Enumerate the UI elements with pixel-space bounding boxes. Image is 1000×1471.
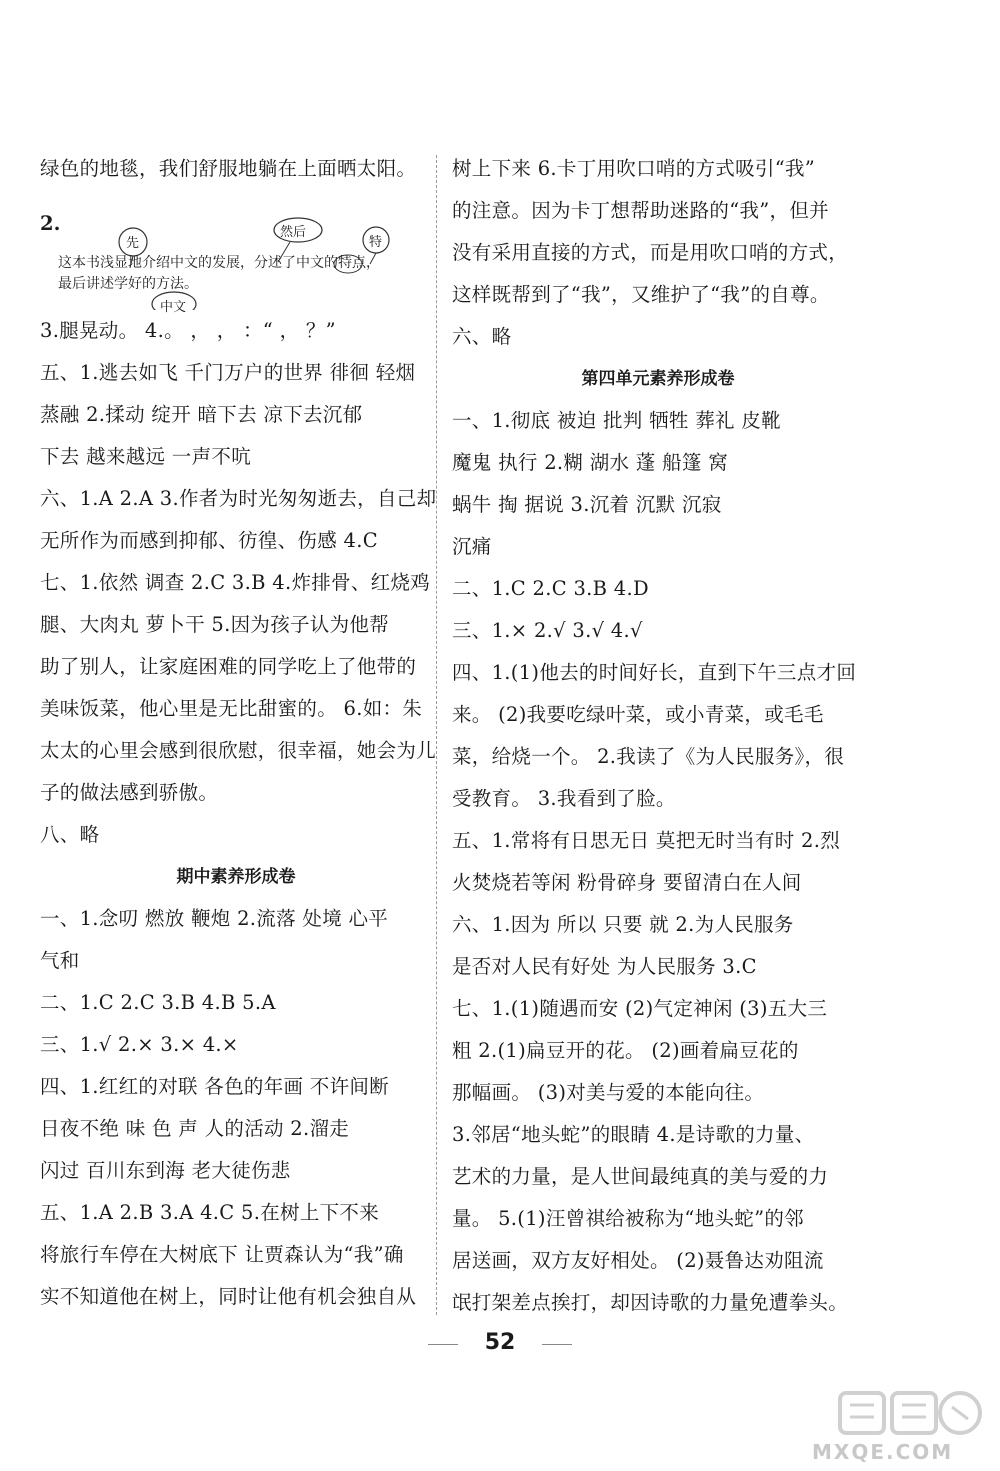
right-column — [452, 148, 864, 1324]
text-line: 没有采用直接的方式，而是用吹口哨的方式， — [452, 241, 849, 264]
text-line: 火焚烧若等闲 粉骨碎身 要留清白在人间 — [452, 871, 802, 894]
text-line: 五、1.常将有日思无日 莫把无时当有时 2.烈 — [452, 829, 841, 852]
footer-rule-right — [542, 1344, 572, 1345]
annotation-label: 然后 — [280, 225, 307, 240]
text-line: 3.腿晃动。 4.。 ， ， ：“ ， ？” — [40, 319, 336, 342]
text-line: 二、1.C 2.C 3.B 4.B 5.A — [40, 991, 276, 1014]
section-heading: 第四单元素养形成卷 — [581, 369, 735, 389]
annotation-label: 中文 — [160, 300, 187, 315]
text-line: 树上下来 6.卡丁用吹口哨的方式吸引“我” — [452, 157, 816, 180]
text-line: 沉痛 — [452, 535, 492, 558]
text-line: 实不知道他在树上，同时让他有机会独自从 — [40, 1285, 417, 1308]
item-number: 2. — [40, 212, 61, 235]
text-line: 五、1.A 2.B 3.A 4.C 5.在树上下不来 — [40, 1201, 380, 1224]
text-line: 是否对人民有好处 为人民服务 3.C — [452, 955, 757, 978]
text-line: 太太的心里会感到很欣慰，很幸福，她会为儿 — [40, 739, 437, 762]
text-line: 四、1.(1)他去的时间好长，直到下午三点才回 — [452, 661, 857, 684]
text-line: 三、1.× 2.√ 3.√ 4.√ — [452, 619, 643, 642]
text-line: 日夜不绝 味 色 声 人的活动 2.溜走 — [40, 1117, 350, 1140]
text-line: 四、1.红红的对联 各色的年画 不许间断 — [40, 1075, 390, 1098]
text-line: 艺术的力量，是人世间最纯真的美与爱的力 — [452, 1165, 829, 1188]
text-line: 的注意。因为卡丁想帮助迷路的“我”，但并 — [452, 199, 829, 222]
text-line: 子的做法感到骄傲。 — [40, 781, 219, 804]
text-line: 一、1.念叨 燃放 鞭炮 2.流落 处境 心平 — [40, 907, 389, 930]
annotation-label: 先 — [126, 236, 140, 251]
text-line: 蜗牛 掏 据说 3.沉着 沉默 沉寂 — [452, 493, 722, 516]
page-number: 52 — [484, 1330, 516, 1355]
text-line: 三、1.√ 2.× 3.× 4.× — [40, 1033, 239, 1056]
text-line: 美味饭菜，他心里是无比甜蜜的。 6.如：朱 — [40, 697, 423, 720]
text-line: 助了别人，让家庭困难的同学吃上了他带的 — [40, 655, 417, 678]
text-line: 受教育。 3.我看到了脸。 — [452, 787, 676, 810]
annotation-label: 特 — [369, 235, 383, 250]
text-line: 将旅行车停在大树底下 让贾森认为“我”确 — [40, 1243, 404, 1266]
section-heading: 期中素养形成卷 — [176, 867, 296, 887]
text-line: 七、1.依然 调查 2.C 3.B 4.炸排骨、红烧鸡 — [40, 571, 431, 594]
text-line: 六、略 — [452, 325, 512, 348]
text-line: 五、1.逃去如飞 千门万户的世界 徘徊 轻烟 — [40, 361, 416, 384]
annotated-sentence-figure — [40, 190, 432, 315]
text-line: 3.邻居“地头蛇”的眼睛 4.是诗歌的力量、 — [452, 1123, 815, 1146]
text-line: 一、1.彻底 被迫 批判 牺牲 葬礼 皮靴 — [452, 409, 781, 432]
text-line: 蒸融 2.揉动 绽开 暗下去 凉下去沉郁 — [40, 403, 363, 426]
text-line: 六、1.因为 所以 只要 就 2.为人民服务 — [452, 913, 794, 936]
column-divider — [436, 155, 437, 1315]
text-line: 这样既帮到了“我”，又维护了“我”的自尊。 — [452, 283, 830, 306]
watermark-text: MXQE.COM — [812, 1440, 954, 1464]
text-line: 闪过 百川东到海 老大徒伤悲 — [40, 1159, 291, 1182]
text-line: 来。 (2)我要吃绿叶菜，或小青菜，或毛毛 — [452, 703, 824, 726]
text-line: 气和 — [40, 949, 80, 972]
text-line: 氓打架差点挨打，却因诗歌的力量免遭拳头。 — [452, 1291, 849, 1314]
text-line: 七、1.(1)随遇而安 (2)气定神闲 (3)五大三 — [452, 997, 828, 1020]
text-line: 那幅画。 (3)对美与爱的本能向往。 — [452, 1081, 765, 1104]
text-line: 魔鬼 执行 2.糊 湖水 蓬 船篷 窝 — [452, 451, 728, 474]
figure-sentence: 这本书浅显地介绍中文的发展，分述了中文的特点， — [58, 255, 380, 271]
text-line: 六、1.A 2.A 3.作者为时光匆匆逝去，自己却 — [40, 487, 437, 510]
text-line: 绿色的地毯，我们舒服地躺在上面晒太阳。 — [40, 157, 417, 180]
text-line: 居送画，双方友好相处。 (2)聂鲁达劝阻流 — [452, 1249, 824, 1272]
text-line: 腿、大肉丸 萝卜干 5.因为孩子认为他帮 — [40, 613, 390, 636]
text-line: 量。 5.(1)汪曾祺给被称为“地头蛇”的邻 — [452, 1207, 804, 1230]
text-line: 下去 越来越远 一声不吭 — [40, 445, 251, 468]
text-line: 二、1.C 2.C 3.B 4.D — [452, 577, 649, 600]
figure-sentence: 最后讲述学好的方法。 — [58, 276, 198, 292]
text-line: 粗 2.(1)扁豆开的花。 (2)画着扁豆花的 — [452, 1039, 799, 1062]
text-line: 菜，给烧一个。 2.我读了《为人民服务》，很 — [452, 745, 845, 768]
left-column — [40, 148, 437, 1318]
text-line: 八、略 — [40, 823, 100, 846]
text-line: 无所作为而感到抑郁、彷徨、伤感 4.C — [40, 529, 378, 552]
